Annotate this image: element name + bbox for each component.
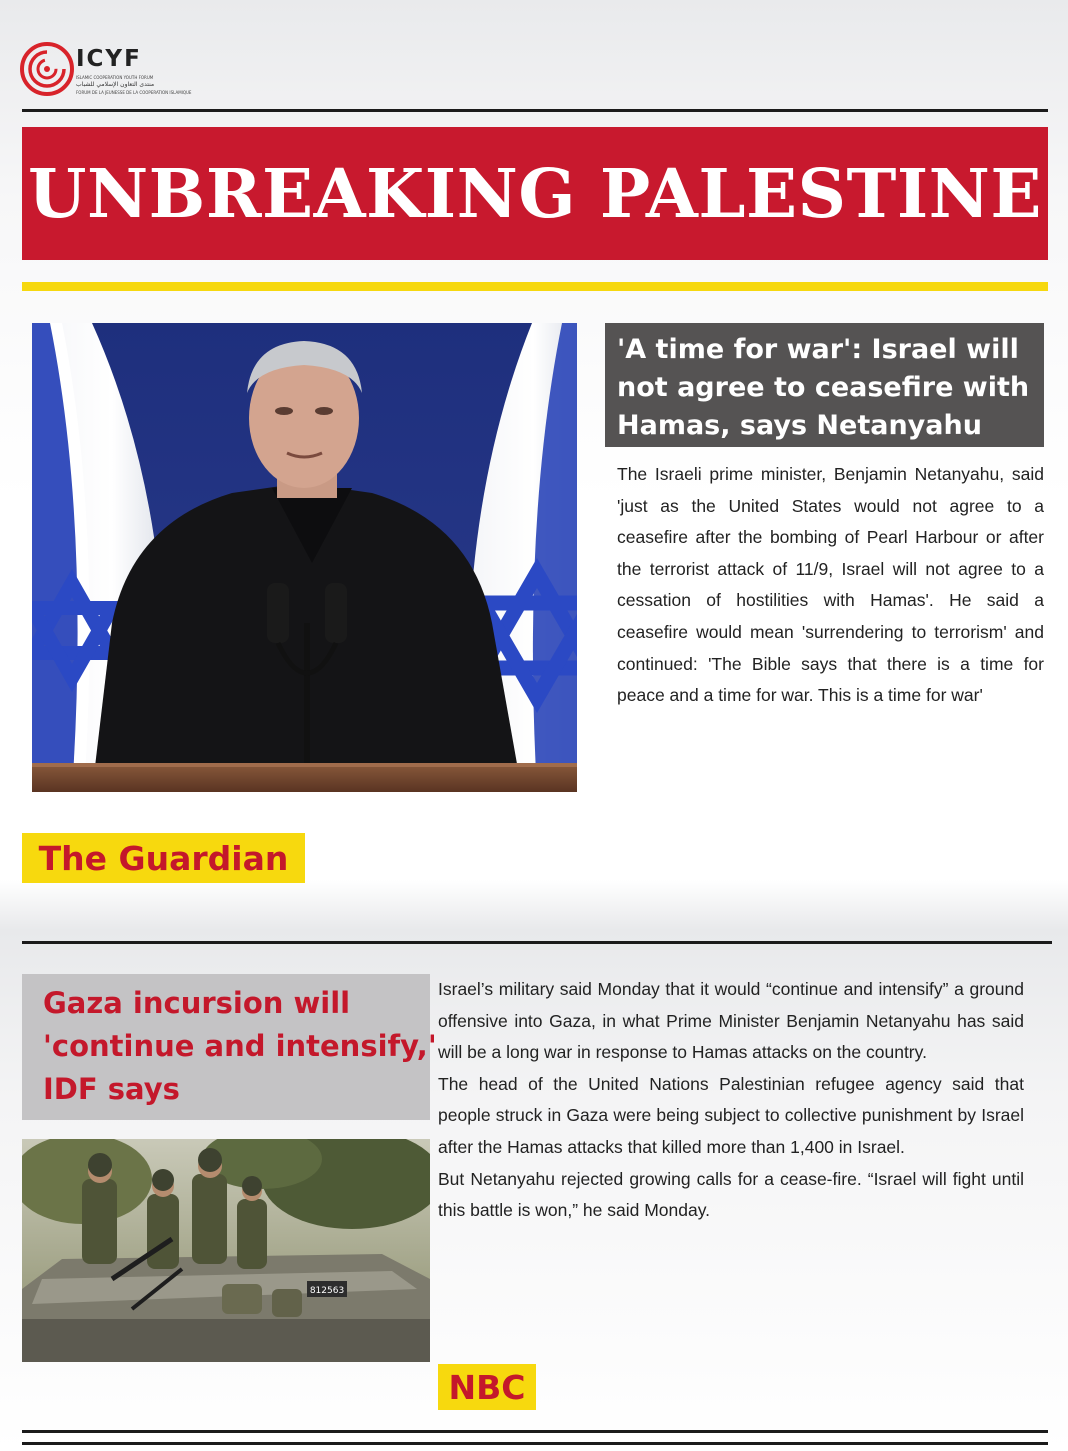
article2-headline-line-1: Gaza incursion will [43,986,351,1020]
article2-source-tag: NBC [438,1364,536,1410]
article1-body: The Israeli prime minister, Benjamin Netanyahu, said 'just as the United States would not agree to a ceasefire after the bombing of Pearl Harbour or after the terrorist attack of 11/9, Israel will not agree to a cessation of hostilities with Hamas'. He said a ceasefire would mean 'surrendering to terrorism' and continued: 'The Bible says that there is a time for peace and a time for war. This is a time for war' [617,464,1044,706]
article2-body [438,974,1024,1227]
yellow-divider [22,282,1048,291]
title-banner [22,127,1048,260]
bottom-divider-2 [22,1442,1048,1445]
vehicle-plate: 812563 [309,1286,345,1296]
top-divider [22,109,1048,112]
article2-headline-line-2: 'continue and intensify,' [43,1029,437,1063]
article1-headline: 'A time for war': Israel will not agree to ceasefire with Hamas, says Netanyahu [617,334,1030,441]
article2-headline [43,982,443,1111]
article2-headline-box [22,974,437,1120]
brand-subline-fr: FORUM DE LA JEUNESSE DE LA COOPERATION ISLAMIQUE [76,90,192,95]
soldiers-on-apc-image [22,1139,430,1362]
brand-subline-en: ISLAMIC COOPERATION YOUTH FORUM [76,75,154,80]
speaker-at-podium-image [32,323,577,792]
banner-title: UNBREAKING PALESTINE [28,154,1042,233]
bottom-divider-1 [22,1430,1048,1433]
article2-headline-line-3: IDF says [43,1072,180,1106]
icyf-emblem-icon [20,42,74,96]
icyf-logo [20,42,192,98]
section-divider [22,941,1052,944]
brand-subline-ar: منتدى التعاون الإسلامي للشباب [76,81,155,88]
article2-paragraph-2: The head of the United Nations Palestinian refugee agency said that people struck in Gaza were being subject to collective punishment by Israel after the Hamas attacks that killed more than 1,400 in Israel. [438,1073,1024,1157]
netanyahu-photo [32,323,577,792]
article2-paragraph-3: But Netanyahu rejected growing calls for a cease-fire. “Israel will fight until this battle is won,” he said Monday. [438,1168,1024,1221]
brand-name: ICYF [76,46,142,72]
soldiers-photo [22,1139,430,1362]
article2-paragraph-1: Israel’s military said Monday that it would “continue and intensify” a ground offensive into Gaza, in what Prime Minister Benjamin Netanyahu has said will be a long war in response to Hamas attacks on the country. [438,979,1024,1063]
article1-headline-box [605,323,1044,447]
article1-source-tag: The Guardian [22,833,305,883]
